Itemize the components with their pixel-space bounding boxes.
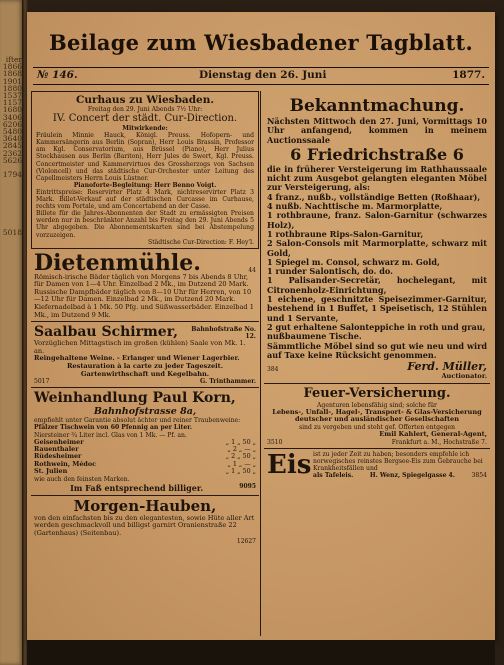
masthead-title: Beilage zum Wiesbadener Tagblatt. (49, 30, 473, 55)
morgenhauben-body: von den einfachsten bis zu den elegantesten, sowie Hüte aller Art werden geschmackvoll und billigst garnirt Oranienstraße 22 (Gartenhaus) (Seitenbau). (34, 513, 255, 537)
left-page-number (2, 323, 22, 330)
issue-date: Dienstag den 26. Juni (199, 69, 327, 81)
eis-title: Eis (267, 449, 312, 480)
rule (31, 495, 259, 496)
feuer-title: Feuer-Versicherung. (303, 385, 451, 401)
auction-item: 1 rothbraune, franz. Salon-Garnitur (schwarzes Holz), (267, 210, 487, 230)
kurhaus-sign: Städtische Cur-Direction: F. Hey'l. (148, 238, 254, 246)
auction-item: 1 rothbraune Rips-Salon-Garnitur, (267, 228, 424, 239)
left-page-number: 1868 (2, 69, 22, 79)
wine-price: „ 2 „ 50 „ (225, 452, 256, 461)
wine-row (34, 468, 256, 475)
dietenmuehle-line3: Kiefernadelbad à 1 Mk. 50 Pfg. und Süßwasserbäder. Einzelbad 1 Mk., im Dutzend 9 Mk. (34, 303, 254, 319)
column-separator (260, 91, 261, 636)
kurhaus-piano: Pianoforte-Begleitung: Herr Benno Voigt. (73, 181, 217, 189)
left-column (31, 91, 259, 636)
left-page-number (2, 301, 22, 308)
left-page-number (2, 337, 22, 344)
saalbau-num: 5017 (34, 378, 50, 386)
kurhaus-prices: Eintrittspreise: Reservirter Platz 4 Mark, nichtreservirter Platz 3 Mark. Billet-Verkauf auf der städtischen Curcasse im Curhause, rechts vom Portale, und am Concertabend an der Casse. (36, 188, 254, 211)
kurhaus-note: Billete für die Jahres-Abonnenten der Stadt zu ermässigten Preisen werden nur in beschränkter Anzahl bis Freitag den 29. Juni Abends 5 Uhr abgegeben. Die Abonnementskarten sind bei Abstempelung vorzuzeigen. (36, 210, 254, 239)
left-page-number (2, 387, 22, 394)
bottom-edge (27, 640, 495, 665)
rule (31, 321, 259, 322)
left-page-number (2, 186, 22, 193)
dietenmuehle-line1: Römisch-irische Bäder täglich von Morgens 7 bis Abends 8 Uhr, für Damen von 1—4 Uhr. Einzelbad 2 Mk., im Dutzend 20 Mark. (34, 272, 249, 289)
saalbau-addr: Bahnhofstraße No. 12. (191, 326, 256, 341)
left-page-number (2, 359, 22, 366)
wine-name: St. Julien (34, 467, 68, 476)
morgenhauben-title: Morgen-Hauben, (73, 496, 217, 515)
left-page-number (2, 366, 22, 373)
morgenhauben-ad (31, 498, 259, 545)
weinhandlung-extra: wie auch den feinsten Marken. (34, 475, 130, 483)
issue-number: № 146. (37, 69, 78, 81)
kurhaus-sub: Freitag den 29. Juni Abends 7½ Uhr: (87, 106, 203, 113)
bekanntmachung-body: die in früherer Versteigerung im Rathhaussaale nicht zum Ausgebot gelangten eleganten Möbel zur Versteigerung, als: (267, 163, 487, 193)
auction-item: 1 eichene, geschnitzte Speisezimmer-Garnitur, bestehend in 1 Buffet, 1 Speisetisch, 12 Stühlen und 1 Servante, (267, 294, 487, 323)
left-page-number (2, 373, 22, 380)
left-page-number (2, 330, 22, 337)
feuer-sub: Agenturen lebensfähig sind; solche für (317, 401, 437, 409)
bekanntmachung-address: 6 Friedrichstraße 6 (290, 144, 464, 164)
left-page-number: 1537 (2, 91, 22, 101)
bekanntmachung-role: Auctionator. (441, 372, 487, 381)
left-page-number: 1680 (2, 105, 22, 115)
left-page-number (2, 214, 22, 221)
issue-year: 1877. (452, 69, 485, 81)
kurhaus-mitwirkende: Mitwirkende: (122, 125, 168, 133)
weinhandlung-title: Weinhandlung Paul Korn, (34, 390, 236, 407)
eis-body: ist zu jeder Zeit zu haben; besonders empfehle ich norwegisches reinstes Bergsee-Eis zum Gebrauche bei Krankheitsfällen und (313, 450, 483, 472)
left-page-number: 1880 (2, 83, 22, 93)
bekanntmachung-title: Bekanntmachung. (289, 96, 465, 116)
left-page-number (2, 380, 22, 387)
dietenmuehle-num: 44 (248, 266, 256, 274)
left-page-number (2, 395, 22, 402)
left-page-number: 1866 (2, 62, 22, 72)
bekanntmachung-ad (264, 95, 490, 381)
wine-price: „ 1 „ — „ (227, 459, 256, 468)
dietenmuehle-title: Dietenmühle. (34, 249, 201, 276)
left-page-number (2, 250, 22, 257)
auction-item: 1 runder Salontisch, do. do. (267, 266, 393, 277)
left-page-number (2, 402, 22, 409)
bekanntmachung-closing: Sämmtliche Möbel sind so gut wie neu und wird auf Taxe keine Rücksicht genommen. (267, 340, 487, 360)
weinhandlung-header2: Niersteiner ¾ Liter incl. Glas von 1 Mk. — Pf. an. (34, 431, 187, 439)
weinhandlung-num: 9095 (239, 482, 256, 490)
left-page-number (2, 207, 22, 214)
auction-item: nußbaumene Tische. (267, 331, 362, 342)
auction-item: 4 franz., nußb., vollständige Betten (Roßhaar), (267, 191, 481, 202)
left-page-number: 5626 (2, 155, 22, 165)
auction-item: 2 Salon-Consols mit Marmorplatte, schwarz mit Gold, (267, 238, 487, 258)
weinhandlung-addr: Bahnhofstrasse 8a, (93, 406, 197, 418)
feuer-num: 3510 (267, 438, 283, 446)
wine-name: Rothwein, Médoc (34, 459, 97, 468)
bekanntmachung-items (267, 193, 487, 342)
eis-l2: als Tafeleis. (313, 472, 354, 480)
feuer-sub2: sind zu vergeben und steht gef. Offerten entgegen (298, 424, 456, 431)
left-page-number: 6206 (2, 119, 22, 129)
newspaper-page (27, 12, 495, 640)
left-page-number (2, 279, 22, 286)
wine-row (34, 461, 256, 468)
wine-name: Geisenheimer (34, 437, 84, 446)
left-page-edge (0, 0, 24, 665)
right-column (264, 91, 490, 636)
kurhaus-title: Curhaus zu Wiesbaden. (75, 94, 215, 106)
kurhaus-concert: IV. Concert der städt. Cur-Direction. (52, 113, 238, 125)
feuer-ad (264, 386, 490, 446)
dietenmuehle-line2: Russische Dampfbäder täglich von 8—10 Uhr für Herren, von 10—12 Uhr für Damen. Einzelbad 2 Mk., im Dutzend 20 Mark. (34, 287, 252, 304)
saalbau-title: Saalbau Schirmer, (34, 324, 178, 341)
left-page-number (2, 315, 22, 322)
saalbau-sign: G. Trinthammer. (199, 378, 256, 386)
left-page-number (2, 236, 22, 243)
bekanntmachung-sign: Ferd. Müller, (407, 360, 487, 374)
eis-ad (264, 451, 490, 479)
feuer-body: Lebens-, Unfall-, Hagel-, Transport- & Glas-Versicherung deutscher und ausländischer Gesellschaften (272, 407, 482, 424)
morgenhauben-num: 12627 (236, 537, 256, 545)
saalbau-ad (31, 324, 259, 385)
saalbau-l2: Reingehaltene Weine. - Erlanger und Wiener Lagerbier. (34, 354, 240, 363)
saalbau-l1: Vorzüglichen Mittagstisch im großen (kühlen) Saale von Mk. 1. an. (34, 339, 246, 355)
left-page-number: 1901 (2, 76, 22, 86)
eis-num: 3854 (471, 472, 487, 480)
auction-item: 2 gut erhaltene Salonteppiche in roth und grau, (267, 321, 486, 332)
left-page-number: 5480 (2, 127, 22, 137)
auction-item: 1 Palisander-Secretär, hochelegant, mit Citronenholz-Einrichtung, (267, 275, 487, 295)
left-page-number (2, 344, 22, 351)
bekanntmachung-num: 384 (267, 366, 279, 374)
left-page-number: ifter (5, 55, 22, 64)
left-page-number (2, 258, 22, 265)
saalbau-l3: Restauration à la carte zu jeder Tageszeit. (66, 362, 224, 371)
bekanntmachung-intro: Nächsten Mittwoch den 27. Juni, Vormittags 10 Uhr anfangend, kommen in meinem Auctionssaale (267, 116, 487, 145)
left-page-number (2, 193, 22, 200)
wine-price: „ 2 „ — „ (227, 445, 256, 453)
rule (264, 448, 490, 449)
saalbau-l4: Gartenwirthschaft und Kegelbahn. (80, 369, 210, 378)
eis-sign: H. Wenz, Spiegelgasse 4. (369, 472, 455, 480)
kurhaus-ad (31, 91, 259, 249)
left-page-number (2, 243, 22, 250)
left-page-number: 3640 (2, 134, 22, 144)
rule (31, 387, 259, 388)
left-page-number: 2845 (2, 141, 22, 151)
left-page-number: 1157 (2, 98, 22, 108)
weinhandlung-ad (31, 390, 259, 492)
wine-list (34, 439, 256, 476)
wine-price: „ 1 „ 50 „ (225, 467, 256, 476)
left-page-number (2, 351, 22, 358)
weinhandlung-footer: Im Faß entsprechend billiger. (70, 482, 204, 493)
left-page-number (2, 200, 22, 207)
feuer-addr: Frankfurt a. M., Hochstraße 7. (391, 438, 487, 446)
left-page-number: 1794 (2, 170, 22, 180)
auction-item: 4 nußb. Nachttische m. Marmorplatte, (267, 201, 443, 212)
dateline (33, 67, 489, 85)
left-page-number: 5018 (2, 227, 22, 237)
wine-price: „ 1 „ 50 „ (225, 437, 256, 446)
left-page-number (2, 178, 22, 185)
left-page-number: 3406 (2, 112, 22, 122)
wine-name: Rauenthaler (34, 445, 79, 453)
kurhaus-body: Fräulein Minnie Hauck, Königl. Preuss. Hofopern- und Kammersängerin aus Berlin (Sopran), Herr Louis Brassin, Professor am Kgl. Conservatorium, aus Brüssel (Piano), Herr Julius Stockhausen aus Berlin (Bariton), Herr Jules de Swert, Kgl. Preuss. Concertmeister und Kammervirtuos des Grossherzogs von Sachsen (Violoncell) und das städtische Cur-Orchester unter Leitung des Capellmeisters Herrn Louis Lüstner. (36, 132, 254, 182)
left-page-number (2, 272, 22, 279)
left-page-number (2, 308, 22, 315)
left-page-number (2, 287, 22, 294)
feuer-sign: Emil Kahlert, General-Agent, (379, 430, 487, 439)
left-page-number (2, 294, 22, 301)
weinhandlung-intro: empfiehlt unter Garantie absolut ächter und reiner Traubenweine: (34, 417, 241, 425)
rule (264, 383, 490, 384)
left-page-numbers (2, 56, 22, 409)
left-page-number (2, 265, 22, 272)
wine-name: Rüdesheimer (34, 452, 82, 461)
weinhandlung-header: Pfälzer Tischwein von 60 Pfennig an per Liter. (34, 424, 192, 432)
left-page-number: 2362 (2, 148, 22, 158)
dietenmuehle-ad (31, 249, 259, 320)
auction-item: 1 Spiegel m. Consol, schwarz m. Gold, (267, 256, 440, 267)
